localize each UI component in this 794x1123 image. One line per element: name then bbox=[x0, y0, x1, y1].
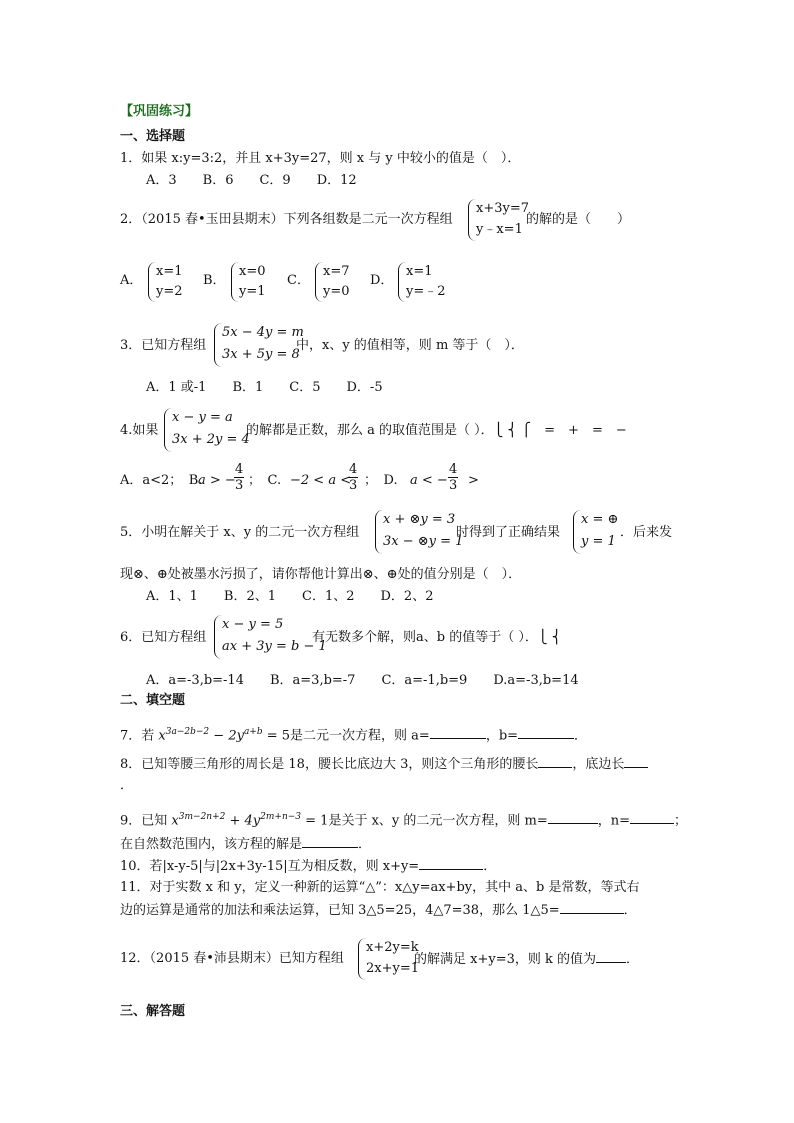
question-4-option-a: A．a<2； B. bbox=[120, 473, 203, 488]
option-a-label: A． bbox=[120, 273, 143, 288]
fraction-denominator: 3 bbox=[235, 478, 244, 493]
question-6-stem-end: 有无数多个解，则a、b 的值等于（ ）．⎩ ⎨ bbox=[312, 630, 562, 645]
equation: y=2 bbox=[156, 284, 183, 299]
fraction-denominator: 3 bbox=[449, 478, 458, 493]
question-4-option-d-expr: a < − bbox=[410, 473, 448, 488]
equation: ax + 3y = b − 1 bbox=[222, 639, 327, 654]
math-var: x bbox=[171, 813, 179, 829]
question-6-system bbox=[214, 615, 327, 659]
question-9-text: 在自然数范围内，该方程的解是 bbox=[120, 837, 303, 852]
answer-blank[interactable] bbox=[548, 811, 598, 824]
question-9-text: ． bbox=[358, 837, 372, 852]
question-12-stem: 12．（2015 春•沛县期末）已知方程组 bbox=[120, 951, 344, 966]
exponent: a+b bbox=[243, 727, 263, 737]
option-c-system bbox=[315, 262, 356, 302]
math-expr: − 2y bbox=[213, 728, 244, 744]
equation: y﹣x=1 bbox=[476, 222, 523, 237]
fraction bbox=[348, 462, 358, 493]
question-5-system bbox=[375, 510, 464, 554]
option-d-system bbox=[398, 262, 449, 302]
question-6-options: A．a=-3,b=-14 B．a=3,b=-7 C．a=-1,b=9 D.a=-3,b=14 bbox=[146, 673, 579, 688]
question-5-line2: 现⊗、⊕处被墨水污损了，请你帮他计算出⊗、⊕处的值分别是（ ）． bbox=[120, 567, 522, 582]
question-5-stem-end: ．后来发 bbox=[620, 525, 673, 540]
equation: x=1 bbox=[406, 264, 433, 279]
equation: y = 1 bbox=[581, 534, 616, 549]
equation: 3x − ⊗y = 1 bbox=[383, 534, 464, 549]
question-4-stem: 4.如果 bbox=[120, 423, 159, 438]
answer-blank[interactable] bbox=[518, 726, 574, 739]
question-9-prefix: 9．已知 bbox=[120, 813, 168, 829]
section-header: 【巩固练习】 bbox=[120, 104, 199, 119]
question-4-stem-end: 的解都是正数，那么 a 的取值范围是（ ）．⎩ ⎨ ⎧ = + = − bbox=[246, 423, 627, 438]
option-b-label: B． bbox=[203, 273, 226, 288]
equation: x+3y=7 bbox=[476, 201, 530, 216]
question-9-text: ； bbox=[674, 813, 688, 829]
answer-blank[interactable] bbox=[538, 755, 572, 768]
question-10-text: ． bbox=[483, 859, 497, 874]
question-9 bbox=[120, 808, 687, 830]
section-title-fill: 二、填空题 bbox=[120, 693, 186, 708]
question-3-system bbox=[214, 323, 304, 367]
fraction bbox=[234, 462, 244, 493]
option-a-system bbox=[148, 262, 189, 302]
equation: 3x + 5y = 8 bbox=[222, 347, 300, 362]
exponent: 3a−2b−2 bbox=[165, 727, 210, 737]
fraction-numerator: 4 bbox=[449, 462, 458, 477]
question-4-option-d-end: > bbox=[468, 473, 479, 488]
question-1: 1．如果 x:y=3:2，并且 x+3y=27，则 x 与 y 中较小的值是（ ）． bbox=[120, 151, 521, 166]
equation: 3x + 2y = 4 bbox=[172, 432, 250, 447]
fraction-numerator: 4 bbox=[349, 462, 358, 477]
fraction-numerator: 4 bbox=[235, 462, 244, 477]
question-8-text: 8．已知等腰三角形的周长是 18，腰长比底边大 3，则这个三角形的腰长 bbox=[120, 757, 539, 772]
answer-blank[interactable] bbox=[430, 726, 486, 739]
question-10-text: 10．若|x-y-5|与|2x+3y-15|互为相反数，则 x+y= bbox=[120, 859, 420, 874]
answer-blank[interactable] bbox=[419, 857, 483, 870]
question-5-stem: 5．小明在解关于 x、y 的二元一次方程组 bbox=[120, 525, 360, 540]
question-1-options: A．3 B．6 C．9 D．12 bbox=[146, 173, 357, 188]
question-7-text: ． bbox=[574, 728, 588, 744]
question-7-text: = 5是二元一次方程，则 a= bbox=[266, 728, 430, 744]
question-3-stem: 3．已知方程组 bbox=[120, 338, 207, 353]
question-3-options: A．1 或-1 B．1 C．5 D．-5 bbox=[146, 380, 383, 395]
exponent: 2m+n−3 bbox=[260, 812, 302, 822]
equation: x+2y=k bbox=[366, 940, 419, 955]
question-11-line2 bbox=[120, 901, 637, 920]
option-b-system bbox=[231, 262, 272, 302]
question-3-stem-end: 中，x、y 的值相等，则 m 等于（ ）． bbox=[296, 338, 524, 353]
question-4-option-b-expr: a > − bbox=[198, 473, 236, 488]
exponent: 3m−2n+2 bbox=[178, 812, 226, 822]
question-11-line1: 11．对于实数 x 和 y，定义一种新的运算“△”：x△y=ax+by，其中 a、b 是常数，等式右 bbox=[120, 880, 640, 895]
equation: y=1 bbox=[239, 284, 266, 299]
option-c-label: C． bbox=[287, 273, 310, 288]
question-12-end bbox=[414, 950, 639, 969]
equation: x + ⊗y = 3 bbox=[383, 512, 456, 527]
equation: y=0 bbox=[323, 284, 350, 299]
question-6-stem: 6．已知方程组 bbox=[120, 630, 207, 645]
question-8-end: ． bbox=[120, 778, 134, 793]
equation: x − y = a bbox=[172, 410, 233, 425]
equation: x − y = 5 bbox=[222, 617, 284, 632]
equation: x=7 bbox=[323, 264, 350, 279]
fraction-denominator: 3 bbox=[349, 478, 358, 493]
math-expr: + 4y bbox=[229, 813, 261, 829]
question-11-text: 边的运算是通常的加法和乘法运算，已知 3△5=25，4△7=38，那么 1△5= bbox=[120, 903, 560, 918]
question-11-text: ． bbox=[623, 903, 637, 918]
option-d-label: D． bbox=[370, 273, 394, 288]
question-5-stem-mid: 时得到了正确结果 bbox=[456, 525, 561, 540]
equation: y=﹣2 bbox=[406, 284, 446, 299]
question-7-text: ，b= bbox=[485, 728, 519, 744]
question-9-text: ，n= bbox=[597, 813, 631, 829]
fraction bbox=[448, 462, 458, 493]
question-7 bbox=[120, 723, 587, 745]
question-4-system bbox=[164, 408, 249, 452]
section-title-solve: 三、解答题 bbox=[120, 1004, 186, 1019]
question-12-text: ． bbox=[626, 952, 640, 967]
answer-blank[interactable] bbox=[624, 755, 648, 768]
question-9-text: = 1是关于 x、y 的二元一次方程，则 m= bbox=[305, 813, 548, 829]
answer-blank[interactable] bbox=[630, 811, 674, 824]
equation: x = ⊕ bbox=[581, 512, 619, 527]
answer-blank[interactable] bbox=[302, 835, 358, 848]
question-12-system bbox=[358, 938, 419, 980]
question-5-result bbox=[573, 510, 622, 554]
question-7-prefix: 7．若 bbox=[120, 728, 155, 744]
question-2-stem-end: 的解的是（ ） bbox=[526, 212, 631, 227]
answer-blank[interactable] bbox=[596, 950, 626, 963]
equation: 5x − 4y = m bbox=[222, 325, 304, 340]
question-8-text: ，底边长 bbox=[572, 757, 625, 772]
question-4-option-d-label: ； D. bbox=[364, 473, 398, 488]
answer-blank[interactable] bbox=[560, 901, 624, 914]
question-4-option-c-label: ； C. bbox=[248, 473, 282, 488]
question-5-options: A．1、1 B．2、1 C．1、2 D．2、2 bbox=[146, 589, 434, 604]
question-10 bbox=[120, 857, 496, 876]
equation: 2x+y=1 bbox=[366, 961, 420, 976]
section-title-choice: 一、选择题 bbox=[120, 129, 186, 144]
question-8 bbox=[120, 755, 648, 774]
math-var: x bbox=[158, 728, 166, 744]
equation: x=1 bbox=[156, 264, 183, 279]
question-12-text: 的解满足 x+y=3，则 k 的值为 bbox=[414, 952, 597, 967]
question-2-system bbox=[468, 199, 529, 241]
question-2-stem: 2．（2015 春•玉田县期末）下列各组数是二元一次方程组 bbox=[120, 212, 453, 227]
question-4-option-c-expr: −2 < a < bbox=[290, 473, 352, 488]
question-9-line2 bbox=[120, 835, 371, 854]
equation: x=0 bbox=[239, 264, 266, 279]
